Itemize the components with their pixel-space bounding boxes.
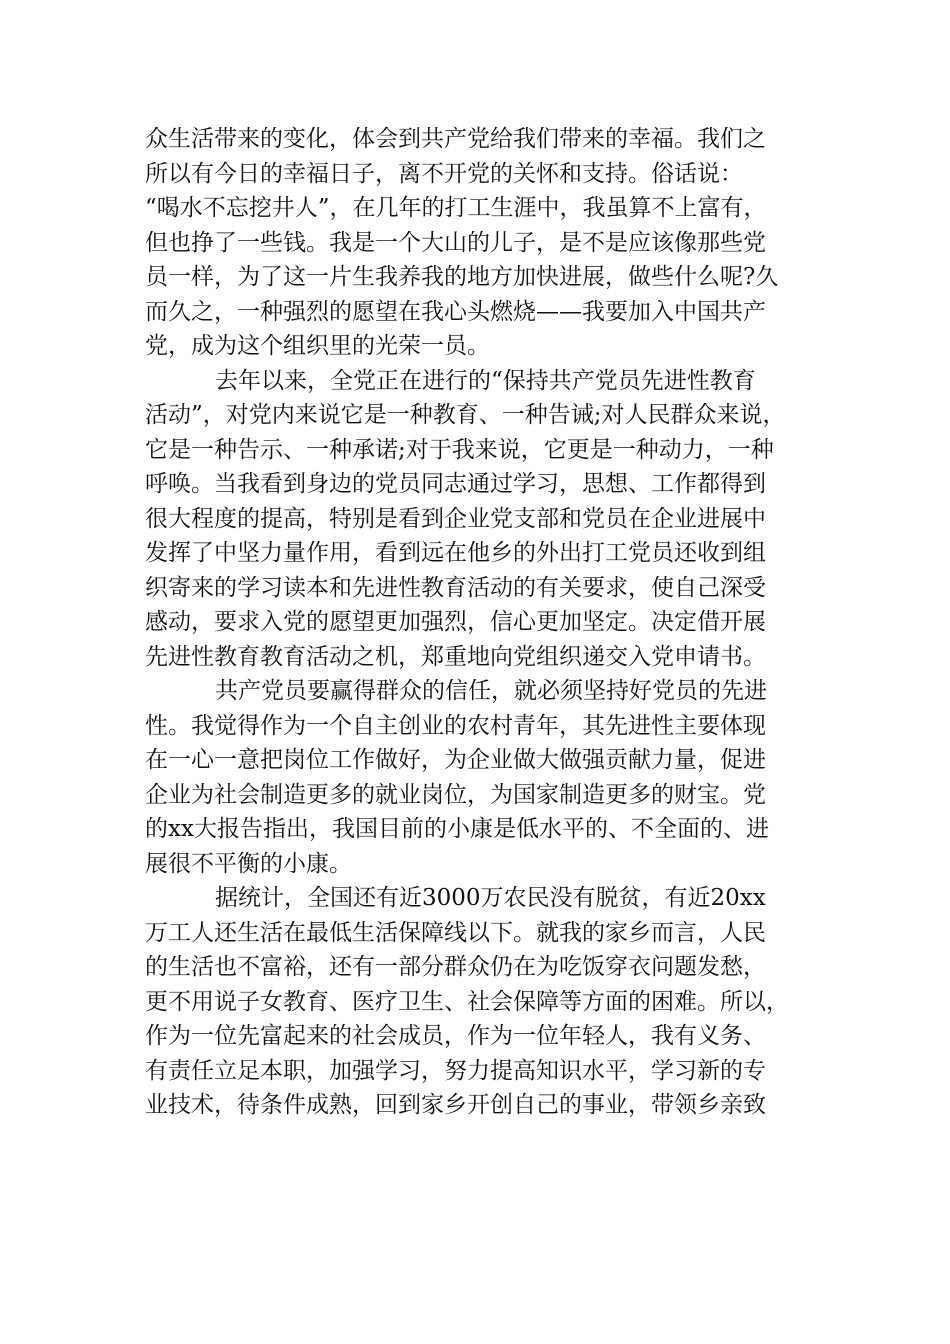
paragraph-3 (145, 674, 805, 881)
text-line: 感动，要求入党的愿望更加强烈，信心更加坚定。决定借开展 (145, 609, 766, 635)
text-line: 在一心一意把岗位工作做好，为企业做大做强贡献力量，促进 (145, 747, 766, 773)
text-line: 更不用说子女教育、医疗卫生、社会保障等方面的困难。所以， (145, 988, 789, 1015)
text-line: 的xx大报告指出，我国目前的小康是低水平的、不全面的、进 (145, 816, 769, 842)
text-line: 发挥了中坚力量作用，看到远在他乡的外出打工党员还收到组 (145, 540, 766, 566)
text-line: 作为一位先富起来的社会成员，作为一位年轻人，我有义务、 (145, 1023, 766, 1049)
text-line-indented: 去年以来，全党正在进行的“保持共产党员先进性教育 (215, 367, 756, 394)
text-line: 呼唤。当我看到身边的党员同志通过学习，思想、工作都得到 (145, 471, 766, 497)
text-line: 但也挣了一些钱。我是一个大山的儿子，是不是应该像那些党 (145, 229, 766, 256)
paragraph-4 (145, 881, 805, 1123)
text-line: 性。我觉得作为一个自主创业的农村青年，其先进性主要体现 (145, 712, 766, 739)
text-line: 众生活带来的变化，体会到共产党给我们带来的幸福。我们之 (145, 126, 766, 152)
text-line: 织寄来的学习读本和先进性教育活动的有关要求，使自己深受 (145, 574, 766, 601)
text-line-indented: 共产党员要赢得群众的信任，就必须坚持好党员的先进 (215, 678, 767, 704)
text-line: 业技术，待条件成熟，回到家乡开创自己的事业，带领乡亲致 (145, 1092, 766, 1118)
text-line: 有责任立足本职，加强学习，努力提高知识水平，学习新的专 (145, 1057, 766, 1084)
text-line-indented: 据统计，全国还有近3000万农民没有脱贫，有近20xx (215, 885, 766, 911)
text-line: 先进性教育教育活动之机，郑重地向党组织递交入党申请书。 (145, 643, 766, 670)
text-line: 很大程度的提高，特别是看到企业党支部和党员在企业进展中 (145, 505, 766, 532)
text-line: 展很不平衡的小康。 (145, 850, 352, 877)
text-line: “喝水不忘挖井人”，在几年的打工生涯中，我虽算不上富有， (145, 195, 767, 221)
text-line: 活动”，对党内来说它是一种教育、一种告诫;对人民群众来说， (145, 402, 786, 428)
text-line: 企业为社会制造更多的就业岗位，为国家制造更多的财宝。党 (145, 781, 766, 808)
text-line: 而久之，一种强烈的愿望在我心头燃烧——我要加入中国共产 (145, 298, 766, 325)
text-line: 所以有今日的幸福日子，离不开党的关怀和支持。俗话说： (145, 160, 743, 187)
text-line: 的生活也不富裕，还有一部分群众仍在为吃饭穿衣问题发愁， (145, 954, 766, 980)
paragraph-2 (145, 364, 805, 675)
text-line: 它是一种告示、一种承诺;对于我来说，它更是一种动力，一种 (145, 436, 774, 463)
paragraph-1 (145, 122, 805, 364)
text-line: 员一样，为了这一片生我养我的地方加快进展，做些什么呢?久 (145, 264, 779, 290)
document-body (145, 122, 805, 1123)
text-line: 党，成为这个组织里的光荣一员。 (145, 333, 490, 359)
text-line: 万工人还生活在最低生活保障线以下。就我的家乡而言，人民 (145, 919, 766, 946)
